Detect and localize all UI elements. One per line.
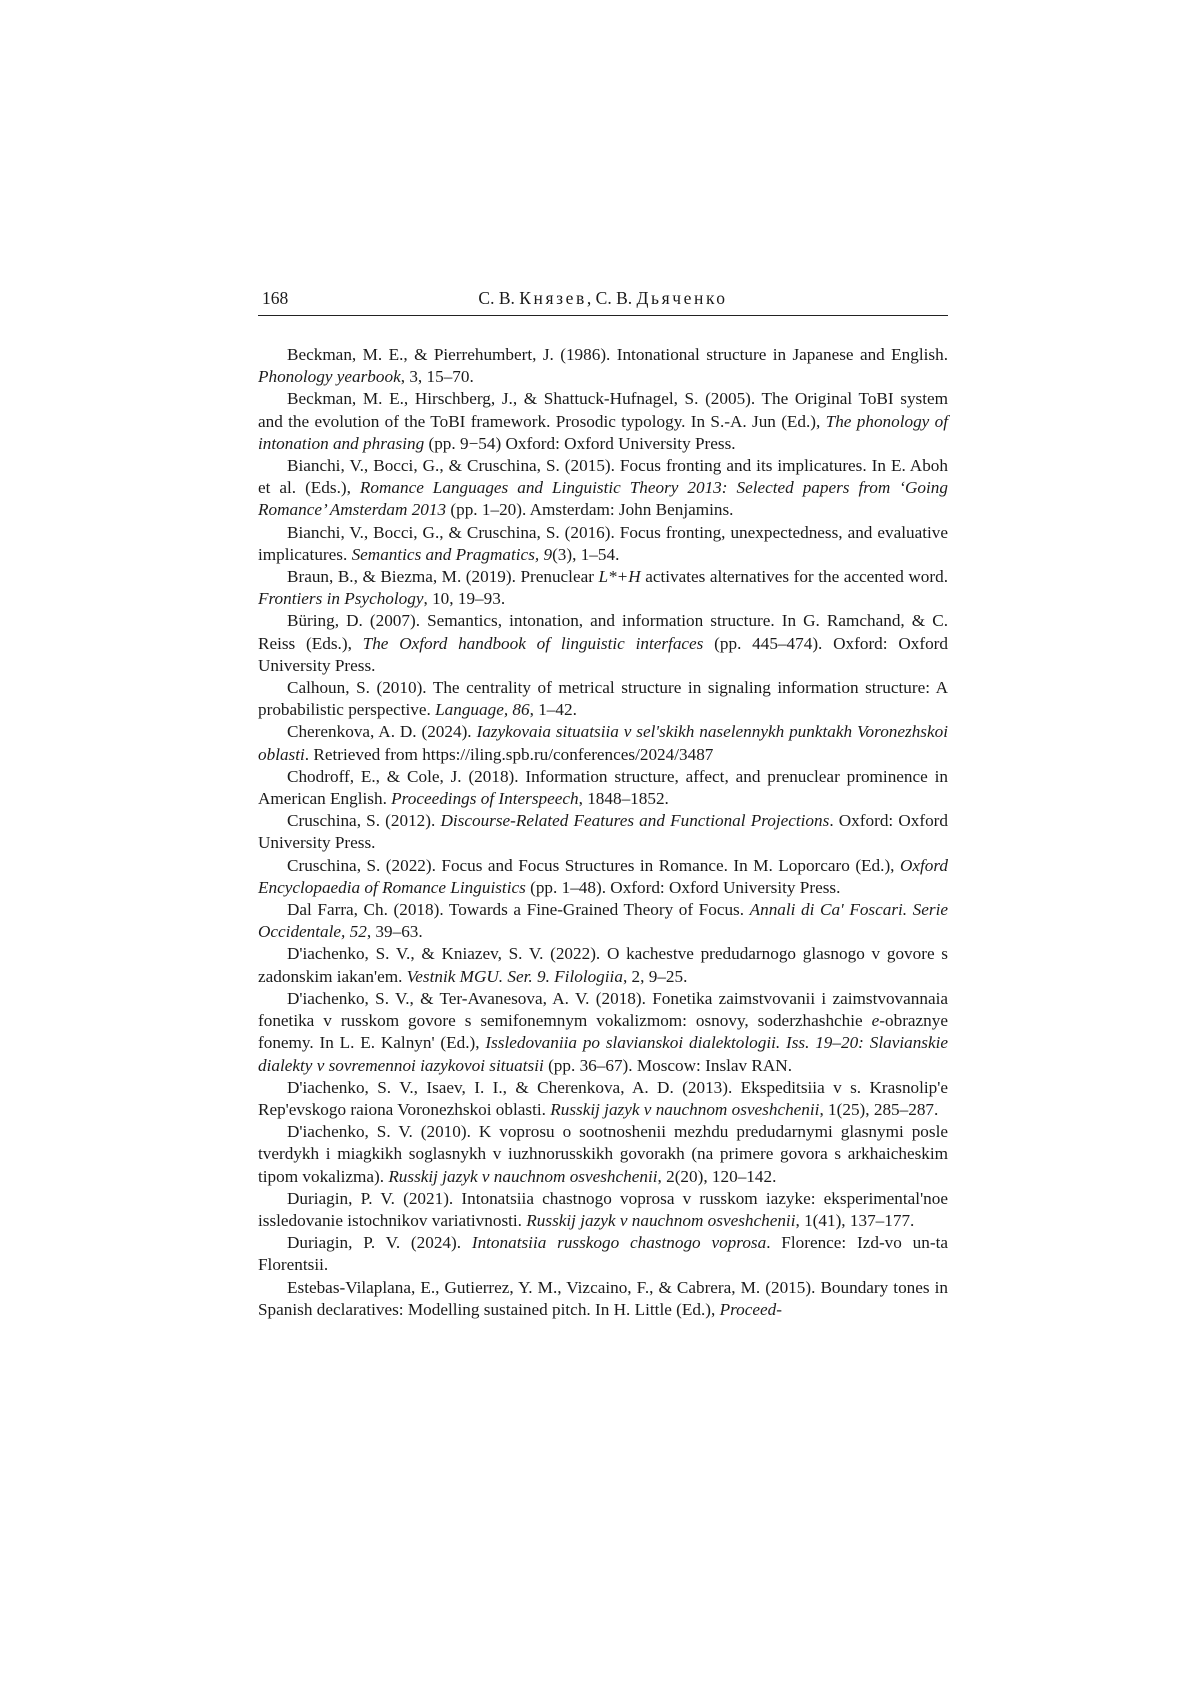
reference-italic-text: Intonatsiia russkogo chastnogo voprosa (471, 1233, 767, 1253)
reference-text: Beckman, M. E., Hirschberg, J., & Shattuck-Hufnagel, S. (2005). The Original ToBI system and the evolution of the ToBI framework. Prosodic typology. In S.-A. Jun (Ed.), (258, 389, 948, 431)
reference-entry (258, 1121, 948, 1188)
reference-text: , 1(25), 285–287. (819, 1099, 939, 1119)
reference-text: Duriagin, P. V. (2021). Intonatsiia chastnogo voprosa v russkom iazyke: eksperimental'noe issledovanie istochnikov variativnosti. (258, 1188, 948, 1230)
reference-italic-text: Russkij jazyk v nauchnom osveshchenii (550, 1099, 820, 1119)
reference-text: , 10, 19–93. (423, 589, 506, 609)
reference-italic-text: Frontiers in Psychology (258, 589, 424, 609)
reference-text: , 1(41), 137–177. (795, 1210, 915, 1230)
reference-text: . Oxford: Oxford University Press. (258, 811, 948, 853)
reference-italic-text: Russkij jazyk v nauchnom osveshchenii (526, 1210, 796, 1230)
reference-italic-text: Phonology yearbook (258, 367, 401, 387)
reference-text: , 1–42. (529, 700, 577, 720)
reference-italic-text: The phonology of intonation and phrasing (258, 411, 948, 453)
author-1-surname: Князев (519, 288, 587, 308)
reference-text: , 2(20), 120–142. (657, 1166, 777, 1186)
reference-text: Bianchi, V., Bocci, G., & Cruschina, S. (2015). Focus fronting and its implicatures. In E. Aboh et al. (Eds.), (258, 456, 948, 498)
reference-text: D'iachenko, S. V., & Ter-Avanesova, A. V. (2018). Fonetika zaimstvovanii i zaimstvovannaia fonetika v russkom govore s semifonemnym vokalizmom: osnovy, soderzhashchie (258, 988, 948, 1031)
reference-italic-text: Semantics and Pragmatics, 9 (351, 544, 553, 564)
reference-entry (258, 766, 948, 810)
reference-italic-text: Romance Languages and Linguistic Theory 2013: Selected papers from ‘Going Romance’ Amsterdam 2013 (258, 478, 948, 520)
reference-entry (258, 855, 948, 899)
reference-list (258, 344, 948, 1321)
reference-italic-text: Language, 86 (435, 700, 530, 720)
reference-entry (258, 566, 948, 610)
reference-entry (258, 677, 948, 721)
reference-entry (258, 988, 948, 1077)
reference-italic-text: e (871, 1011, 880, 1031)
reference-text: , 1848–1852. (578, 789, 669, 809)
reference-text: (3), 1–54. (552, 544, 620, 564)
running-head-authors (258, 288, 948, 309)
reference-entry (258, 721, 948, 765)
reference-text: (pp. 1–48). Oxford: Oxford University Press. (525, 877, 841, 897)
reference-entry (258, 344, 948, 388)
reference-entry (258, 810, 948, 854)
reference-text: Cruschina, S. (2022). Focus and Focus Structures in Romance. In M. Loporcaro (Ed.), (287, 855, 900, 875)
reference-italic-text: Oxford Encyclopaedia of Romance Linguistics (258, 855, 948, 897)
reference-text: Estebas-Vilaplana, E., Gutierrez, Y. M., Vizcaino, F., & Cabrera, M. (2015). Boundary tones in Spanish declaratives: Modelling sustained pitch. In H. Little (Ed.), (258, 1277, 948, 1319)
reference-text: , 3, 15–70. (400, 367, 474, 387)
reference-text: Bianchi, V., Bocci, G., & Cruschina, S. (2016). Focus fronting, unexpectedness, and evaluative implicatures. (258, 522, 948, 564)
reference-entry (258, 943, 948, 987)
reference-text: , 39–63. (366, 922, 423, 942)
reference-italic-text: The Oxford handbook of linguistic interfaces (362, 633, 704, 653)
running-header (258, 287, 948, 316)
reference-text: Cruschina, S. (2012). (287, 811, 441, 831)
reference-text: D'iachenko, S. V., Isaev, I. I., & Cherenkova, A. D. (2013). Ekspeditsiia v s. Krasnolip'e Rep'evskogo raiona Voronezhskoi oblasti. (258, 1077, 948, 1119)
reference-text: Braun, B., & Biezma, M. (2019). Prenuclear (287, 567, 599, 587)
reference-entry (258, 1277, 948, 1321)
reference-text: D'iachenko, S. V. (2010). K voprosu o sootnoshenii mezhdu predudarnymi glasnymi posle tverdykh i miagkikh soglasnykh v iuzhnorusskikh govorakh (na primere govora s arkhaicheskim tipom vokalizma). (258, 1122, 948, 1186)
reference-italic-text: Discourse-Related Features and Functional Projections (440, 811, 830, 831)
reference-entry (258, 522, 948, 566)
author-2-surname: Дьяченко (636, 288, 728, 308)
reference-text: . Retrieved from https://iling.spb.ru/conferences/2024/3487 (304, 744, 714, 764)
reference-text: , 2, 9–25. (622, 966, 688, 986)
reference-text: Beckman, M. E., & Pierrehumbert, J. (1986). Intonational structure in Japanese and English. (287, 345, 948, 364)
author-separator: , (586, 288, 596, 308)
reference-text: (pp. 36–67). Moscow: Inslav RAN. (543, 1055, 793, 1075)
reference-entry (258, 1077, 948, 1121)
reference-text: (pp. 445–474). Oxford: Oxford University Press. (258, 633, 948, 675)
author-1-initials: С. В. (478, 288, 515, 308)
reference-entry (258, 1188, 948, 1232)
author-2-initials: С. В. (595, 288, 633, 308)
reference-italic-text: Vestnik MGU. Ser. 9. Filologiia (406, 966, 623, 986)
reference-italic-text: Russkij jazyk v nauchnom osveshchenii (388, 1166, 658, 1186)
reference-text: Calhoun, S. (2010). The centrality of metrical structure in signaling information structure: A probabilistic perspective. (258, 678, 948, 720)
reference-text: Dal Farra, Ch. (2018). Towards a Fine-Grained Theory of Focus. (287, 900, 750, 920)
reference-text: Duriagin, P. V. (2024). (287, 1233, 472, 1253)
reference-text: . Florence: Izd-vo un-ta Florentsii. (258, 1233, 948, 1275)
page-number: 168 (262, 288, 289, 308)
reference-italic-text: L*+H (598, 567, 641, 587)
reference-entry (258, 899, 948, 943)
reference-text: Büring, D. (2007). Semantics, intonation, and information structure. In G. Ramchand, & C. Reiss (Eds.), (258, 611, 948, 653)
reference-text: (pp. 9−54) Oxford: Oxford University Press. (424, 433, 736, 453)
reference-text: (pp. 1–20). Amsterdam: John Benjamins. (446, 500, 734, 520)
reference-text: Cherenkova, A. D. (2024). (287, 722, 477, 742)
reference-italic-text: Proceedings of Interspeech (391, 789, 579, 809)
reference-italic-text: Issledovaniia po slavianskoi dialektologii. Iss. 19–20: Slavianskie dialekty v sovremennoi iazykovoi situatsii (258, 1033, 949, 1075)
reference-italic-text: Proceed- (719, 1299, 782, 1319)
reference-italic-text: Annali di Ca' Foscari. Serie Occidentale, 52 (258, 900, 948, 942)
reference-entry (258, 1232, 948, 1276)
reference-italic-text: Iazykovaia situatsiia v sel'skikh naselennykh punktakh Voronezhskoi oblasti (258, 722, 948, 764)
reference-text: -obraznye fonemy. In L. E. Kalnyn' (Ed.), (258, 1011, 948, 1053)
reference-text: D'iachenko, S. V., & Kniazev, S. V. (2022). O kachestve predudarnogo glasnogo v govore s zadonskim iakan'em. (258, 944, 948, 986)
reference-text: Chodroff, E., & Cole, J. (2018). Information structure, affect, and prenuclear prominence in American English. (258, 766, 948, 809)
reference-entry (258, 610, 948, 677)
reference-entry (258, 455, 948, 522)
reference-entry (258, 388, 948, 455)
reference-text: activates alternatives for the accented word. (640, 567, 948, 587)
